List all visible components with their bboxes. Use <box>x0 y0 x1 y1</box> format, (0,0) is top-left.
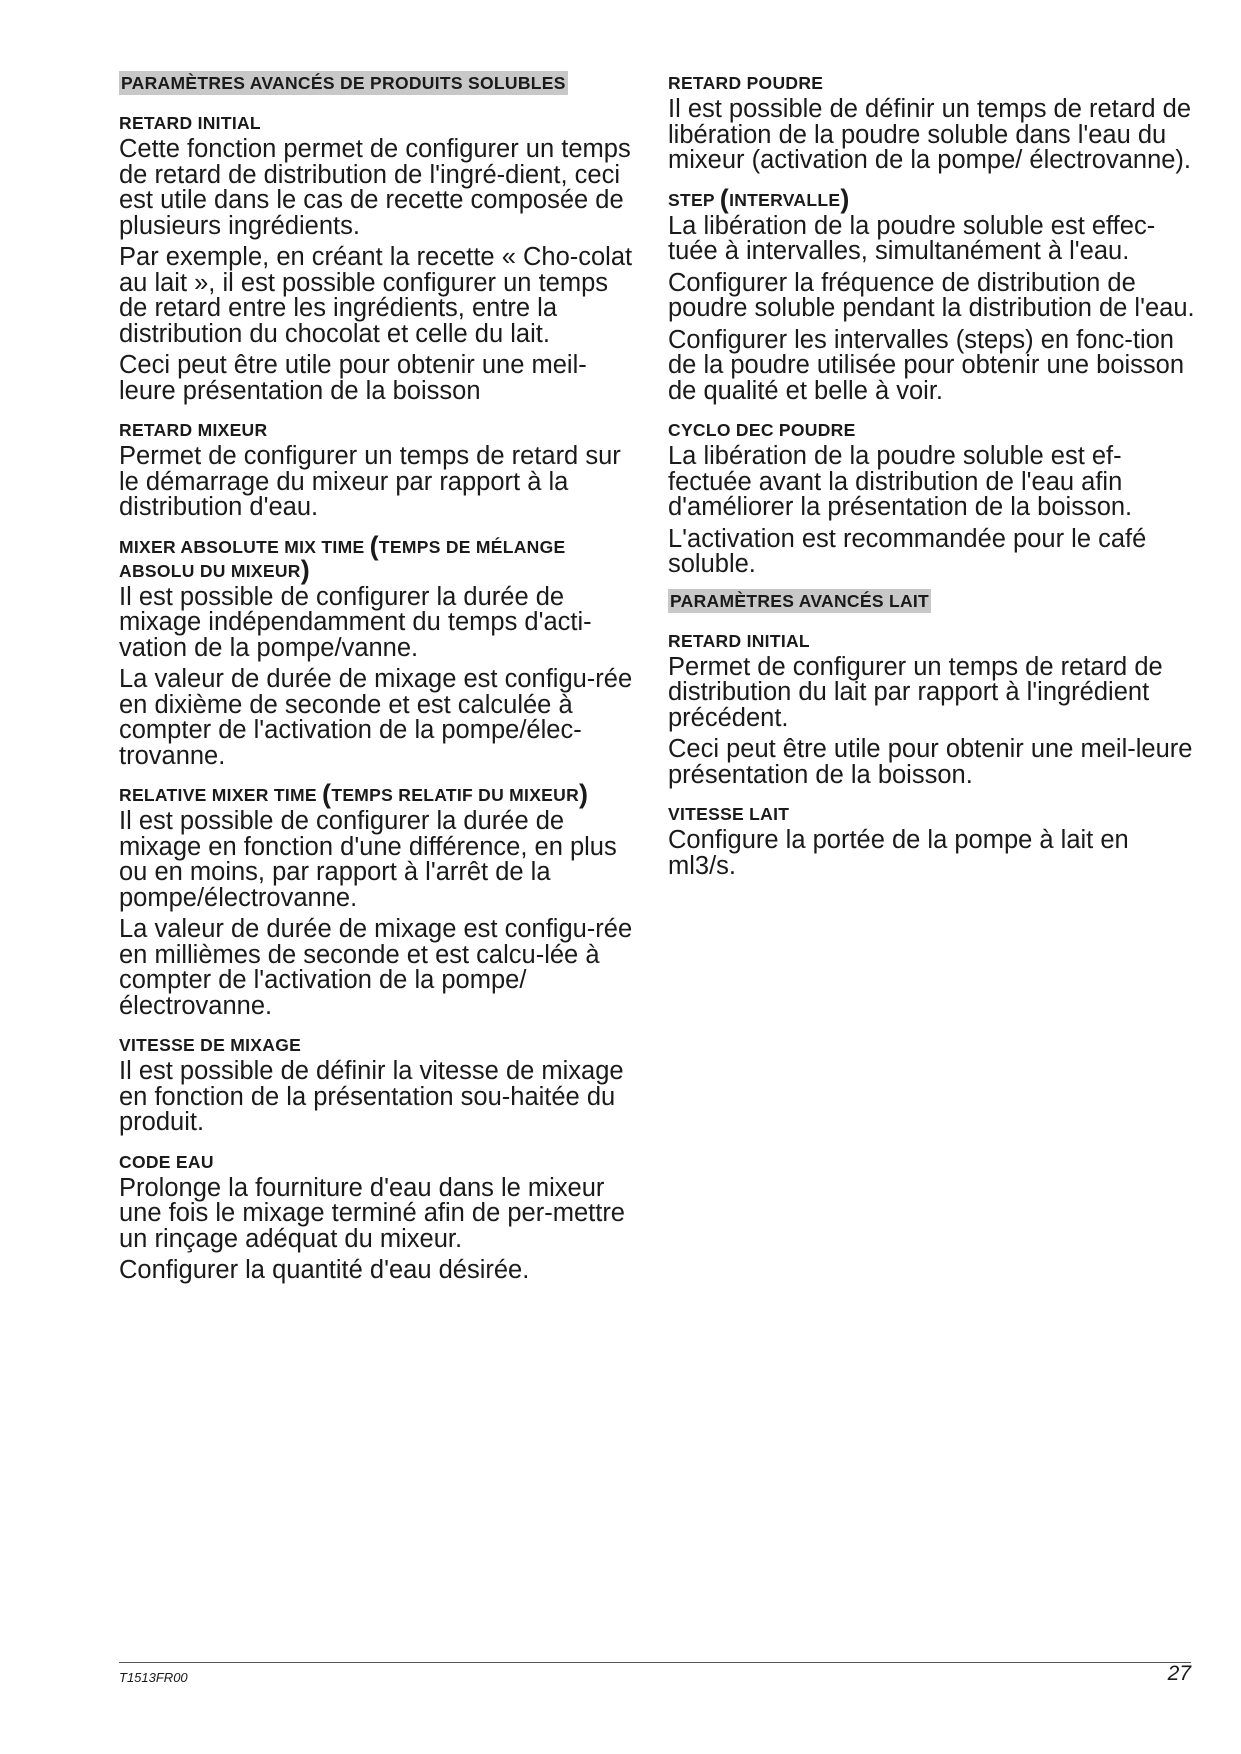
paragraph: Cette fonction permet de configurer un temps de retard de distribution de l'ingré-dient, ceci est utile dans le cas de recette composée de plusieurs ingrédients. <box>119 135 631 240</box>
paragraph: Configure la portée de la pompe à lait en ml3/s. <box>668 826 1129 880</box>
heading-part: INTERVALLE <box>729 189 841 210</box>
heading-part: TEMPS RELATIF DU MIXEUR <box>331 785 580 805</box>
heading-part: TEMPS DE MÉLANGE ABSOLU DU MIXEUR <box>119 536 566 581</box>
heading-relative-mixer-time <box>119 779 639 809</box>
paragraph: Il est possible de configurer la durée de mixage en fonction d'une différence, en plus ou en moins, par rapport à l'arrêt de la pompe/électrovanne. <box>119 807 617 912</box>
left-column <box>119 66 639 1290</box>
paragraph: La valeur de durée de mixage est configu-rée en dixième de seconde et est calculée à compter de l'activation de la pompe/élec-trovanne. <box>119 665 633 770</box>
paren-open: ( <box>719 183 730 214</box>
paragraph: Configurer les intervalles (steps) en fonc-tion de la poudre utilisée pour obtenir une boisson de qualité et belle à voir. <box>668 325 1185 405</box>
paragraph: Permet de configurer un temps de retard de distribution du lait par rapport à l'ingrédient précédent. <box>668 652 1163 732</box>
heading-retard-mixeur: RETARD MIXEUR <box>119 420 268 440</box>
heading-part: MIXER ABSOLUTE MIX TIME <box>119 536 370 557</box>
paragraph: Ceci peut être utile pour obtenir une meil-leure présentation de la boisson <box>119 351 587 405</box>
paragraph: Configurer la fréquence de distribution de poudre soluble pendant la distribution de l'eau. <box>668 268 1195 322</box>
paren-open: ( <box>369 530 379 561</box>
heading-cyclo-dec-poudre: CYCLO DEC POUDRE <box>668 420 856 440</box>
paragraph: Par exemple, en créant la recette « Cho-colat au lait », il est possible configurer un temps de retard entre les ingrédients, entre la distribution du chocolat et celle du lait. <box>119 243 633 348</box>
paragraph: Il est possible de configurer la durée de mixage indépendamment du temps d'acti-vation de la pompe/vanne. <box>119 582 592 662</box>
heading-retard-poudre: RETARD POUDRE <box>668 73 824 93</box>
paragraph: Configurer la quantité d'eau désirée. <box>119 1256 530 1284</box>
paragraph: Il est possible de définir un temps de retard de libération de la poudre soluble dans l'eau du mixeur (activation de la pompe/ électrovanne). <box>668 95 1192 174</box>
paren-close: ) <box>300 554 311 585</box>
paren-close: ) <box>840 183 850 214</box>
heading-step <box>668 183 1198 214</box>
paragraph: La valeur de durée de mixage est configu-rée en millièmes de seconde et est calcu-lée à compter de l'activation de la pompe/ électrovanne. <box>119 915 633 1020</box>
paragraph: La libération de la poudre soluble est effec-tuée à intervalles, simultanément à l'eau. <box>668 211 1156 265</box>
right-column <box>668 66 1198 885</box>
heading-vitesse-de-mixage: VITESSE DE MIXAGE <box>119 1035 302 1055</box>
paren-close: ) <box>579 779 589 809</box>
paragraph: Il est possible de définir la vitesse de mixage en fonction de la présentation sou-haitée du produit. <box>119 1057 624 1136</box>
page-number: 27 <box>1167 1662 1191 1685</box>
paren-open: ( <box>322 779 332 809</box>
heading-mixer-absolute-mix-time <box>119 530 639 585</box>
heading-retard-initial-lait: RETARD INITIAL <box>668 630 810 651</box>
section-band-lait: PARAMÈTRES AVANCÉS LAIT <box>670 590 930 611</box>
paragraph: La libération de la poudre soluble est ef-fectuée avant la distribution de l'eau afin d'améliorer la présentation de la boisson. <box>668 442 1133 521</box>
paragraph: Permet de configurer un temps de retard sur le démarrage du mixeur par rapport à la distribution d'eau. <box>119 442 621 521</box>
paragraph: Ceci peut être utile pour obtenir une meil-leure présentation de la boisson. <box>668 735 1193 789</box>
paragraph: L'activation est recommandée pour le café soluble. <box>668 524 1147 578</box>
section-band-soluble: PARAMÈTRES AVANCÉS DE PRODUITS SOLUBLES <box>121 73 566 93</box>
heading-vitesse-lait: VITESSE LAIT <box>668 804 790 824</box>
paragraph: Prolonge la fourniture d'eau dans le mixeur une fois le mixage terminé afin de per-mettre un rinçage adéquat du mixeur. <box>119 1173 625 1253</box>
footer-divider <box>119 1662 1191 1663</box>
heading-retard-initial: RETARD INITIAL <box>119 113 261 133</box>
heading-code-eau: CODE EAU <box>119 1151 214 1172</box>
document-code: T1513FR00 <box>119 1670 188 1685</box>
heading-part: STEP <box>668 189 720 210</box>
heading-part: RELATIVE MIXER TIME <box>119 785 323 805</box>
